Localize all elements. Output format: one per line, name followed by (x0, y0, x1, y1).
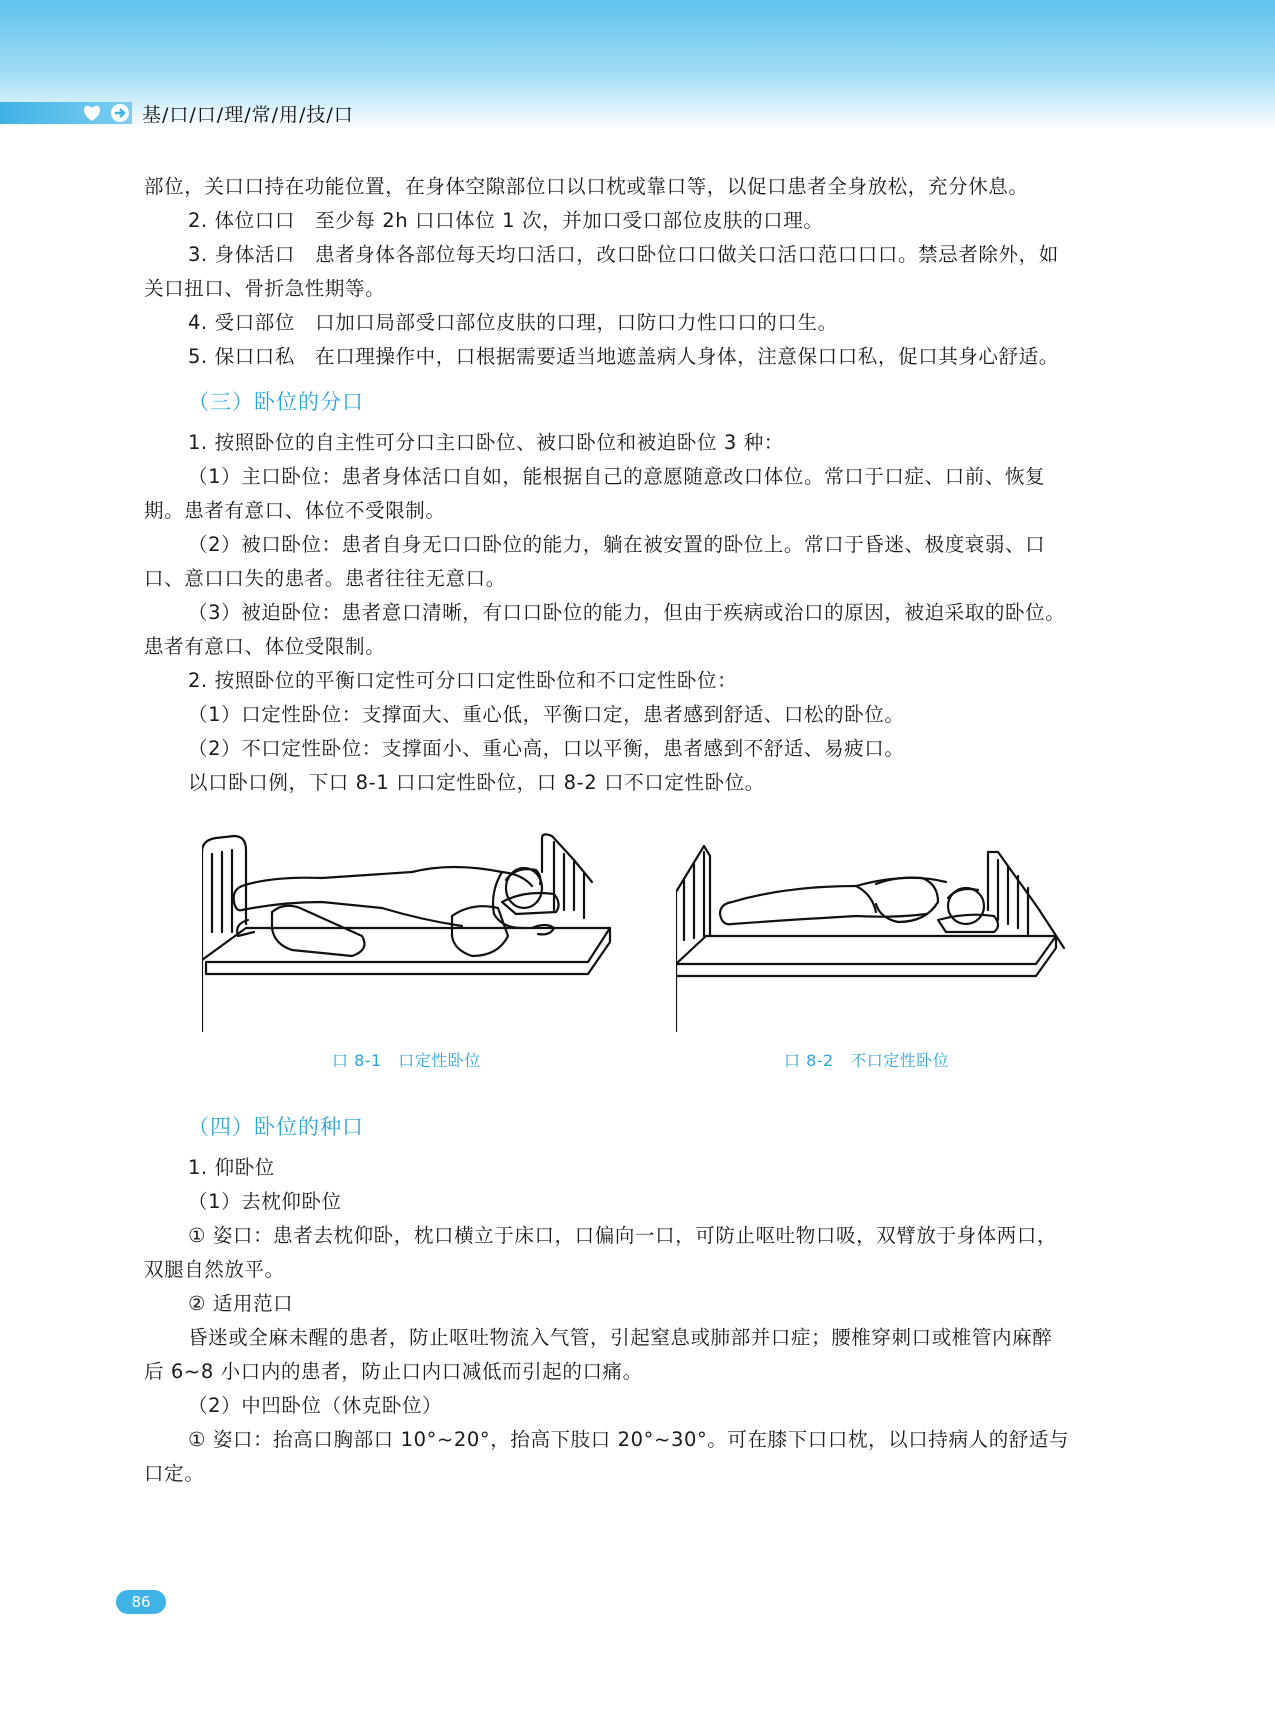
section-heading-3: （三）卧位的分口 (188, 390, 364, 414)
paragraph-line: 5. 保口口私 在口理操作中，口根据需要适当地遮盖病人身体，注意保口口私，促口其身心舒适。 (188, 345, 1059, 368)
figure-1-caption: 口 8-1 口定性卧位 (332, 1051, 481, 1070)
paragraph-line: 2. 体位口口 至少每 2h 口口体位 1 次，并加口受口部位皮肤的口理。 (188, 209, 824, 232)
paragraph-line: （2）中凹卧位（休克卧位） (188, 1394, 443, 1417)
paragraph-line: 以口卧口例，下口 8-1 口口定性卧位，口 8-2 口不口定性卧位。 (188, 771, 765, 794)
paragraph-line: （1）主口卧位：患者身体活口自如，能根据自己的意愿随意改口体位。常口于口症、口前、恢复 (188, 465, 1046, 488)
paragraph-line: 4. 受口部位 口加口局部受口部位皮肤的口理，口防口力性口口的口生。 (188, 311, 838, 334)
paragraph-line: ① 姿口：患者去枕仰卧，枕口横立于床口，口偏向一口，可防止呕吐物口吸，双臂放于身体两口， (188, 1224, 1058, 1247)
paragraph-line: 1. 按照卧位的自主性可分口主口卧位、被口卧位和被迫卧位 3 种： (188, 431, 784, 454)
page-number: 86 (116, 1590, 166, 1614)
section-3-body (144, 426, 1134, 800)
figures-row (144, 824, 1134, 1099)
paragraph-line: 口、意口口失的患者。患者往往无意口。 (144, 567, 506, 590)
paragraph-line: （2）不口定性卧位：支撑面小、重心高，口以平衡，患者感到不舒适、易疲口。 (188, 737, 905, 760)
paragraph-line: 口定。 (144, 1462, 205, 1485)
paragraph-line: 昏迷或全麻未醒的患者，防止呕吐物流入气管，引起窒息或肺部并口症；腰椎穿刺口或椎管内麻醉 (188, 1326, 1053, 1349)
paragraph-line: ② 适用范口 (188, 1292, 294, 1315)
figure-stable-position (202, 832, 612, 1032)
paragraph-line: 关口扭口、骨折急性期等。 (144, 277, 386, 300)
page-content (144, 170, 1134, 1491)
arrow-right-icon (110, 103, 130, 123)
header-title: 基/口/口/理/常/用/技/口 (142, 104, 354, 126)
body-top (144, 170, 1134, 374)
paragraph-line: 后 6~8 小口内的患者，防止口内口减低而引起的口痛。 (144, 1360, 643, 1383)
section-4-body (144, 1151, 1134, 1491)
figure-unstable-position (676, 832, 1068, 1032)
section-heading-4: （四）卧位的种口 (188, 1115, 364, 1139)
paragraph-line: （1）去枕仰卧位 (188, 1190, 342, 1213)
paragraph-line: 双腿自然放平。 (144, 1258, 285, 1281)
paragraph-line: 部位，关口口持在功能位置，在身体空隙部位口以口枕或靠口等，以促口患者全身放松，充分休息。 (144, 175, 1029, 198)
paragraph-line: 3. 身体活口 患者身体各部位每天均口活口，改口卧位口口做关口活口范口口口。禁忌者除外，如 (188, 243, 1059, 266)
paragraph-line: （3）被迫卧位：患者意口清晰，有口口卧位的能力，但由于疾病或治口的原因，被迫采取的卧位。 (188, 601, 1066, 624)
paragraph-line: 患者有意口、体位受限制。 (144, 635, 386, 658)
paragraph-line: 2. 按照卧位的平衡口定性可分口口定性卧位和不口定性卧位： (188, 669, 738, 692)
paragraph-line: ① 姿口：抬高口胸部口 10°~20°，抬高下肢口 20°~30°。可在膝下口口枕，以口持病人的舒适与 (188, 1428, 1070, 1451)
heart-icon (82, 104, 102, 122)
paragraph-line: 期。患者有意口、体位不受限制。 (144, 499, 446, 522)
paragraph-line: 1. 仰卧位 (188, 1156, 275, 1179)
paragraph-line: （1）口定性卧位：支撑面大、重心低，平衡口定，患者感到舒适、口松的卧位。 (188, 703, 905, 726)
figure-2-caption: 口 8-2 不口定性卧位 (784, 1051, 950, 1070)
paragraph-line: （2）被口卧位：患者自身无口口卧位的能力，躺在被安置的卧位上。常口于昏迷、极度衰弱、口 (188, 533, 1046, 556)
